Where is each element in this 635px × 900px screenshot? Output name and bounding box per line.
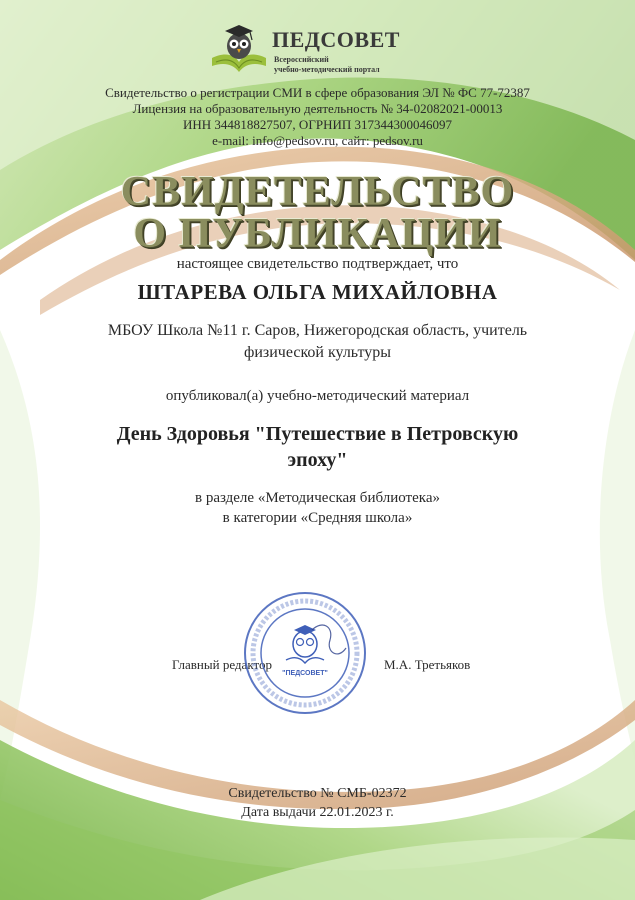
title-line1: СВИДЕТЕЛЬСТВО	[120, 169, 515, 215]
published-text: опубликовал(а) учебно-методический материал	[165, 388, 470, 404]
section-text: в разделе «Методическая библиотека»	[195, 490, 440, 506]
organization-line2: физической культуры	[243, 344, 392, 361]
editor-role-label: Главный редактор	[172, 657, 272, 672]
contacts-text: e-mail: info@pedsov.ru, сайт: pedsov.ru	[212, 133, 423, 148]
registration-text: Свидетельство о регистрации СМИ в сфере образования ЭЛ № ФС 77-72387	[105, 85, 530, 100]
stamp-text: "ПЕДСОВЕТ"	[282, 670, 328, 677]
inn-text: ИНН 344818827507, ОГРНИП 317344300046097	[183, 117, 452, 132]
owl-book-icon	[208, 18, 270, 76]
organization-line1: МБОУ Школа №11 г. Саров, Нижегородская область, учитель	[107, 322, 528, 339]
material-title-line2: эпоху"	[287, 449, 348, 471]
logo-subtitle	[274, 55, 380, 75]
official-stamp	[242, 590, 368, 716]
logo-subtitle-line1: Всероссийский	[274, 55, 329, 64]
confirm-text: настоящее свидетельство подтверждает, что	[176, 256, 459, 272]
certificate-number: Свидетельство № СМБ-02372	[228, 786, 407, 801]
editor-name: М.А. Третьяков	[384, 657, 471, 672]
category-text: в категории «Средняя школа»	[222, 510, 413, 526]
logo-subtitle-line2: учебно-методический портал	[274, 65, 380, 74]
pedsovet-logo	[208, 18, 428, 76]
material-title-line1: День Здоровья "Путешествие в Петровскую	[116, 423, 519, 445]
issue-date: Дата выдачи 22.01.2023 г.	[241, 805, 394, 820]
title-line2: О ПУБЛИКАЦИИ	[133, 211, 502, 257]
recipient-name: ШТАРЕВА ОЛЬГА МИХАЙЛОВНА	[137, 280, 498, 304]
logo-title: ПЕДСОВЕТ	[272, 27, 400, 52]
license-text: Лицензия на образовательную деятельность № 34-02082021-00013	[132, 101, 503, 116]
